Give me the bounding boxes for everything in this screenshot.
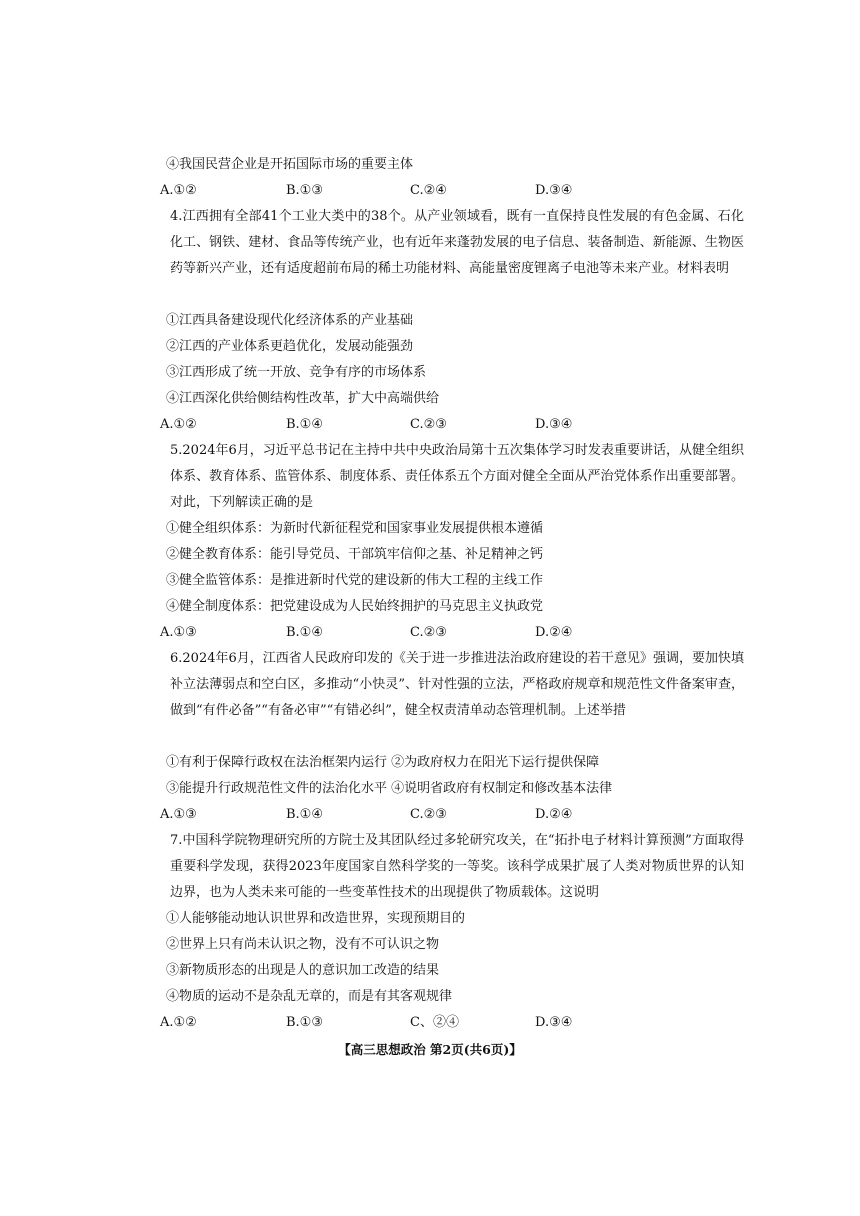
q5-statement-1: ①健全组织体系：为新时代新征程党和国家事业发展提供根本遵循 <box>166 521 544 536</box>
option-c: C.②③ <box>410 807 447 822</box>
q6-stem: 6.2024年6月，江西省人民政府印发的《关于进一步推进法治政府建设的若干意见》强调，要加快填补立法薄弱点和空白区，多推动“小快灵”、针对性强的立法，严格政府规章和规范性文件备案审查，做到“有件必备”“有备必审”“有错必纠”，健全权责清单动态管理机制。上述举措 <box>170 651 744 718</box>
q4-statement-3: ③江西形成了统一开放、竞争有序的市场体系 <box>166 365 427 380</box>
option-a: A.①③ <box>160 807 197 822</box>
option-b: B.①④ <box>286 417 323 432</box>
option-a: A.①③ <box>160 625 197 640</box>
q6-statement-3-4: ③能提升行政规范性文件的法治化水平 ④说明省政府有权制定和修改基本法律 <box>166 781 613 796</box>
q4-stem: 4.江西拥有全部41个工业大类中的38个。从产业领域看，既有一直保持良性发展的有色金属、石化化工、钢铁、建材、食品等传统产业，也有近年来蓬勃发展的电子信息、装备制造、新能源、生物医药等新兴产业，还有适度超前布局的稀土功能材料、高能量密度锂离子电池等未来产业。材料表明 <box>170 209 744 276</box>
option-d: D.③④ <box>535 183 573 198</box>
q5-statement-3: ③健全监管体系：是推进新时代党的建设新的伟大工程的主线工作 <box>166 573 544 588</box>
q5-statement-4: ④健全制度体系：把党建设成为人民始终拥护的马克思主义执政党 <box>166 599 544 614</box>
q7-statement-2: ②世界上只有尚未认识之物，没有不可认识之物 <box>166 937 440 952</box>
q7-statement-4: ④物质的运动不是杂乱无章的，而是有其客观规律 <box>166 989 453 1004</box>
option-b: B.①③ <box>286 183 323 198</box>
q6-statement-1-2: ①有利于保障行政权在法治框架内运行 ②为政府权力在阳光下运行提供保障 <box>166 755 600 770</box>
option-d: D.③④ <box>535 417 573 432</box>
q4-statement-1: ①江西具备建设现代化经济体系的产业基础 <box>166 313 414 328</box>
q5-statement-2: ②健全教育体系：能引导党员、干部筑牢信仰之基、补足精神之钙 <box>166 547 544 562</box>
q7-statement-3: ③新物质形态的出现是人的意识加工改造的结果 <box>166 963 440 978</box>
option-c: C.②④ <box>410 183 447 198</box>
option-b: B.①③ <box>286 1015 323 1030</box>
option-a: A.①② <box>160 1015 197 1030</box>
q4-statement-2: ②江西的产业体系更趋优化，发展动能强劲 <box>166 339 414 354</box>
option-c: C、②④ <box>410 1015 459 1030</box>
prev-statement-4: ④我国民营企业是开拓国际市场的重要主体 <box>166 157 414 172</box>
option-b: B.①④ <box>286 807 323 822</box>
q4-statement-4: ④江西深化供给侧结构性改革，扩大中高端供给 <box>166 391 440 406</box>
option-a: A.①② <box>160 417 197 432</box>
option-a: A.①② <box>160 183 197 198</box>
option-d: D.②④ <box>535 807 573 822</box>
option-d: D.②④ <box>535 625 573 640</box>
page-footer: 【高三思想政治 第2页(共6页)】 <box>338 1042 522 1057</box>
q7-stem: 7.中国科学院物理研究所的方院士及其团队经过多轮研究攻关，在“拓扑电子材料计算预测”方面取得重要科学发现，获得2023年度国家自然科学奖的一等奖。该科学成果扩展了人类对物质世界的认知边界，也为人类未来可能的一些变革性技术的出现提供了物质载体。这说明 <box>170 833 744 900</box>
option-b: B.①④ <box>286 625 323 640</box>
q7-statement-1: ①人能够能动地认识世界和改造世界，实现预期目的 <box>166 911 466 926</box>
option-c: C.②③ <box>410 417 447 432</box>
q5-stem: 5.2024年6月，习近平总书记在主持中共中央政治局第十五次集体学习时发表重要讲话，从健全组织体系、教育体系、监管体系、制度体系、责任体系五个方面对健全全面从严治党体系作出重要部署。对此，下列解读正确的是 <box>170 443 744 510</box>
option-d: D.③④ <box>535 1015 573 1030</box>
option-c: C.②③ <box>410 625 447 640</box>
